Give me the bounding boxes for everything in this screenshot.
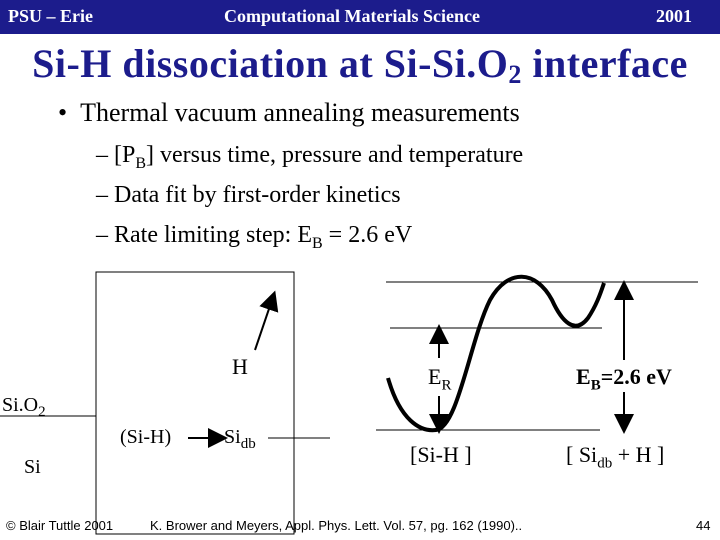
main-bullet: • Thermal vacuum annealing measurements: [58, 98, 520, 127]
state-sih-label: [Si-H ]: [410, 442, 472, 467]
sub-bullet-3: – Rate limiting step: $E_B = 2.6$ eV: [96, 222, 413, 252]
footer-citation: K. Brower and Meyers, Appl. Phys. Lett. Vol. 57, pg. 162 (1990)..: [150, 518, 523, 533]
slide-title: Si-H dissociation at $Si-Si.O_2$ interface: [32, 41, 688, 89]
h-arrow-icon: [255, 300, 272, 350]
state-sidb-h-label: [ $Si_{db} + H$ ]: [566, 442, 665, 472]
header-right: 2001: [656, 6, 692, 26]
sio2-label: $Si.O_2$: [2, 394, 46, 420]
sub-bullet-2: – Data fit by first-order kinetics: [96, 182, 401, 208]
eb-label: $E_B=2.6$ eV: [576, 364, 672, 394]
h-label: H: [232, 354, 248, 379]
potential-curve: [388, 277, 604, 430]
header-left: PSU – Erie: [8, 6, 93, 26]
footer-left: © Blair Tuttle 2001: [6, 518, 114, 533]
interface-box: [96, 272, 294, 534]
sih-label: (Si-H): [120, 426, 172, 448]
sidb-label: $Si_{db}$: [224, 426, 256, 452]
er-label: $E_R$: [428, 364, 452, 394]
page-number: 44: [696, 518, 711, 533]
si-label: Si: [24, 456, 41, 478]
header-center: Computational Materials Science: [224, 6, 480, 26]
sub-bullet-1: – $[P_B]$ versus time, pressure and temperature: [96, 142, 524, 172]
